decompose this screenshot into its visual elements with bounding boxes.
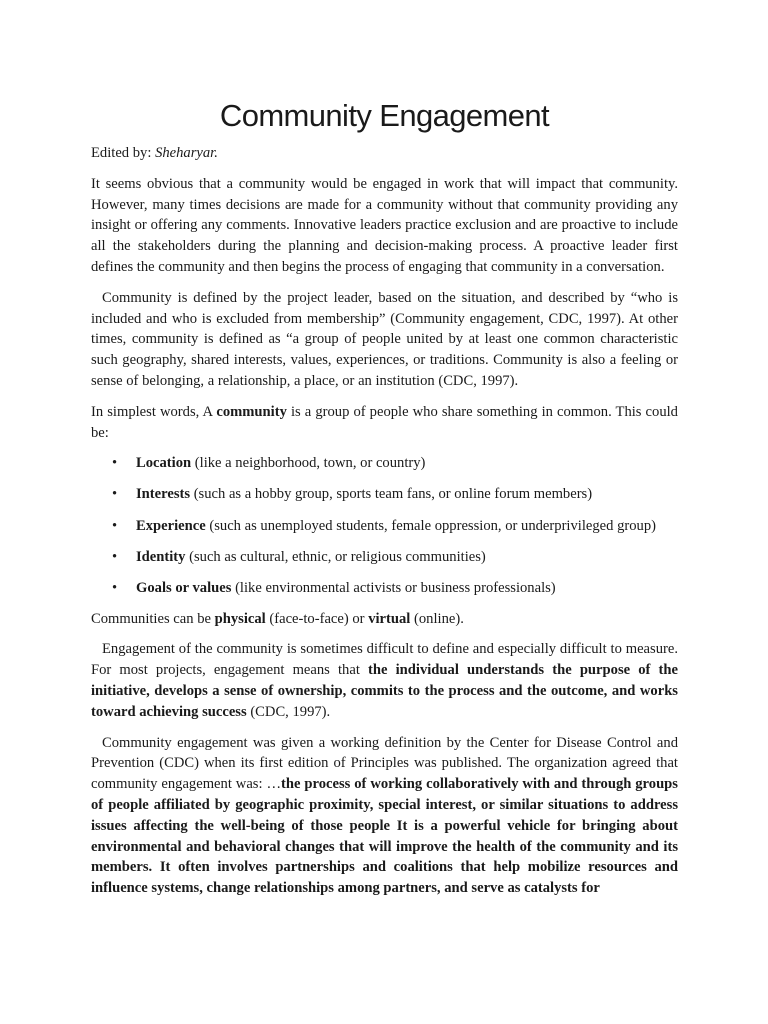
list-item: [91, 547, 678, 568]
editor-line: [91, 143, 678, 164]
paragraph-physical-virtual: [91, 609, 678, 630]
list-item-desc: (such as unemployed students, female oppression, or underprivileged group): [205, 517, 656, 534]
paragraph-engagement: [91, 639, 678, 722]
paragraph-simplest-text-1: In simplest words, A: [91, 403, 217, 420]
engagement-text-1: Engagement of the community is sometimes difficult to define and especially difficult to measure. For most projects, engagement means that: [91, 641, 678, 679]
list-item-term: Interests: [136, 486, 191, 503]
list-item-term: Goals or values: [136, 579, 232, 596]
list-item: [91, 516, 678, 537]
paragraph-simplest-text-2: is a group of people who share something in common. This could be:: [91, 403, 678, 441]
paragraph-cdc-definition: [91, 733, 678, 899]
list-item-desc: (like environmental activists or business professionals): [231, 579, 556, 596]
list-item: [91, 484, 678, 505]
editor-label: Edited by:: [91, 145, 152, 161]
cdc-text: Community engagement was given a working definition by the Center for Disease Control and Prevention (CDC) when its first edition of Principles was published. The organization agreed that community engagement was: …: [91, 734, 678, 793]
list-item-desc: (such as a hobby group, sports team fans, or online forum members): [190, 486, 593, 503]
engagement-text-2: (CDC, 1997).: [246, 703, 331, 720]
cdc-bold: the process of working collaboratively with and through groups of people affiliated by geographic proximity, special interest, or similar situations to address issues affecting the well-being of those people It is a powerful vehicle for bringing about environmental and behavioral changes that will improve the health of the community and its members. It often involves partnerships and coalitions that help mobilize resources and influence systems, change relationships among partners, and serve as catalysts for: [91, 776, 678, 897]
bullet-icon: •: [112, 579, 118, 596]
engagement-bold: the individual understands the purpose of the initiative, develops a sense of ownership, commits to the process and the outcome, and works toward achieving success: [91, 662, 678, 720]
pv-virtual: virtual: [368, 610, 411, 627]
list-item-term: Location: [136, 455, 192, 472]
community-types-list: [91, 453, 678, 598]
list-item-term: Identity: [136, 548, 186, 565]
editor-name: Sheharyar.: [155, 145, 218, 161]
pv-text-2: (face-to-face) or: [265, 610, 369, 627]
bullet-icon: •: [112, 517, 118, 534]
list-item: [91, 453, 678, 474]
pv-text-1: Communities can be: [91, 610, 215, 627]
paragraph-definition: Community is defined by the project leader, based on the situation, and described by “who is included and who is excluded from membership” (Community engagement, CDC, 1997). At other times, community is defined as “a group of people united by at least one common characteristic such geography, shared interests, values, experiences, or traditions. Community is also a feeling or sense of belonging, a relationship, a place, or an institution (CDC, 1997).: [91, 289, 678, 389]
paragraph-simplest-bold: community: [216, 403, 287, 420]
pv-text-3: (online).: [410, 610, 464, 627]
list-item: [91, 578, 678, 599]
bullet-icon: •: [112, 455, 118, 472]
pv-physical: physical: [214, 610, 266, 627]
bullet-icon: •: [112, 548, 118, 565]
list-item-desc: (like a neighborhood, town, or country): [191, 455, 426, 472]
list-item-desc: (such as cultural, ethnic, or religious communities): [185, 548, 486, 565]
bullet-icon: •: [112, 486, 118, 503]
list-item-term: Experience: [136, 517, 206, 534]
document-title: Community Engagement: [219, 98, 550, 133]
paragraph-intro: It seems obvious that a community would be engaged in work that will impact that community. However, many times decisions are made for a community without that community providing any insight or offering any comments. Innovative leaders practice exclusion and are proactive to include all the stakeholders during the planning and decision-making process. A proactive leader first defines the community and then begins the process of engaging that community in a conversation.: [91, 175, 678, 275]
paragraph-simplest: [91, 402, 678, 444]
